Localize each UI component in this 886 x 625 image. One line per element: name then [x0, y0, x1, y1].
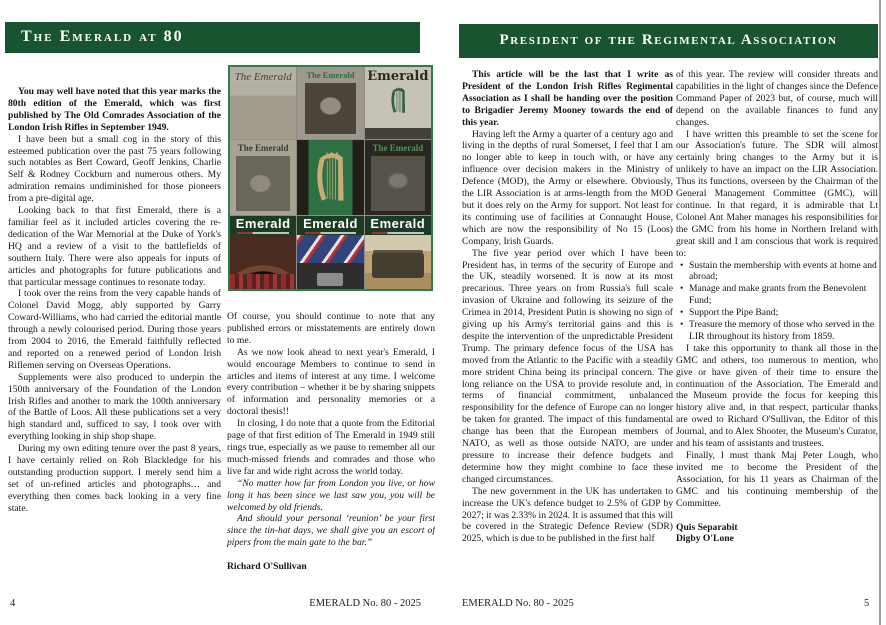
paragraph: In closing, I do note that a quote from the Editorial page of that first edition of The Emerald in 1949 still rings true, especially as we pause to remember all our much-missed friends and comrades and those who live far and wide right across the world today.	[227, 418, 435, 477]
paragraph: of this year. The review will consider threats and capabilities in the light of changes since the Defence Command Paper of 2023 but, of course, much will depend on the available finances to fund any changes.	[676, 69, 878, 128]
magazine-cover-v-harp	[297, 140, 363, 215]
magazine-cover-v-old3	[365, 67, 431, 139]
bullet-item: • Treasure the memory of those who served in the LIR throughout its history from 1859.	[676, 319, 878, 343]
paragraph: You may well have noted that this year marks the 80th edition of the Emerald, which was first published by The Old Comrades Association of the London Irish Rifles in September 1949.	[8, 86, 221, 133]
paragraph: I have written this preamble to set the scene for our Association's future. The SDR will almost certainly bring changes to the Army but it is unlikely to have an impact on the LIR Association. Thus its functions, overseen by the Chairman of the General Management Committee (GMC), will continue. In that regard, it is admirable that Lt Colonel Ant Maher manages his responsibilities for the GMC from his home in Northern Ireland with great skill and I am conscious that work is required to:	[676, 128, 878, 259]
paragraph: As we now look ahead to next year's Emerald, I would encourage Members to continue to send in articles and items of interest at any time. I welcome every contribution – whether it be by sharing snippets of information and personality memories or a doctoral thesis!!	[227, 346, 435, 418]
paragraph: The new government in the UK has undertaken to increase the UK's defence budget to 2.5% of GDP by 2027; it was 2.33% in 2024. It is assumed that this will be covered in the Strategic Defence Review (SDR) 2025, which is due to be published in the first half	[462, 485, 673, 545]
page-number-left: 4	[10, 598, 16, 609]
right-page-footer: EMERALD No. 80 - 2025	[462, 598, 574, 609]
paragraph: Finally, I must thank Maj Peter Lough, who invited me to become the President of the Association, for his 11 years as Chairman of the GMC and his continuing membership of the Committee.	[676, 450, 878, 509]
paragraph: Of course, you should continue to note that any published errors or misstatements are entirely down to me.	[227, 311, 435, 346]
right-column-1	[462, 69, 673, 600]
cover-title: Emerald	[297, 216, 363, 235]
cover-title: The Emerald	[234, 71, 292, 83]
cover-title: Emerald	[367, 69, 429, 84]
magazine-cover-v-old2	[297, 67, 363, 139]
cover-title: The Emerald	[237, 143, 289, 153]
magazine-cover-v-old4	[230, 140, 296, 215]
cover-photo	[297, 140, 363, 215]
cover-title: The Emerald	[306, 70, 355, 80]
signature: Richard O'Sullivan	[227, 561, 307, 573]
left-column-2	[227, 311, 435, 600]
page-edge-line	[879, 0, 881, 625]
bullet-item: • Manage and make grants from the Benevolent Fund;	[676, 283, 878, 307]
magazine-cover-v-old1	[230, 67, 296, 139]
right-page-header-bar	[459, 24, 878, 58]
paragraph: Looking back to that first Emerald, there is a familiar feel as it included articles covering the re-dedication of the War Memorial at the Duke of York's HQ and a review of a visit to the battlefields of southern Italy. There were also appeals for inputs of articles and photographs for future publications and that particular message continues to resonate today.	[8, 205, 221, 288]
emerald-covers-collage	[228, 65, 433, 291]
harp-crown-icon	[309, 149, 351, 207]
left-column-1	[8, 86, 221, 600]
paragraph: This article will be the last that I write as President of the London Irish Rifles Regimental Association as I shall be handing over the position to Brigadier Jeremy Mooney towards the end of this year.	[462, 69, 673, 128]
left-page-title: The Emerald at 80	[21, 28, 184, 45]
paragraph: The five year period over which I have been President has, in terms of the security of Europe and the UK, steadily worsened. It is now at its most precarious. Three years on from Russia's full scale invasion of Ukraine and following its seizure of the Crimea in 2014, President Putin is showing no sign of giving up his Army's territorial gains and this is despite the intervention of the unpredictable President Trump. The primary defence focus of the USA has moved from the Atlantic to the Pacific with a steadily more strident China being its principal concern. The long reliance on the USA to provide resolute and, in terms of financial commitment, unbalanced responsibility for the defence of Europe can no longer be taken for granted. The impact of this fundamental change has been that the European members of NATO, as well as those outside NATO, are under pressure to increase their defence budgets and determine how they might combine to face these changed circumstances.	[462, 247, 673, 485]
bullet-item: • Sustain the membership with events at home and abroad;	[676, 260, 878, 284]
signature: Quis Separabit	[676, 521, 738, 533]
cover-photo	[371, 156, 425, 211]
paragraph: Supplements were also produced to underpin the 150th anniversary of the Foundation of the London Irish Rifles and another to mark the 100th anniversary of the Battle of Loos. All these publications set a very high standard and, sufficed to say, I took over with everything looking in ship shop shape.	[8, 371, 221, 443]
right-page-title: President of the Regimental Association	[499, 32, 838, 48]
left-page-footer: EMERALD No. 80 - 2025	[309, 598, 421, 609]
magazine-cover-v-mod2	[297, 216, 363, 289]
cover-photo	[365, 84, 431, 139]
left-page-header-bar	[5, 22, 420, 53]
bullet-item: • Support the Pipe Band;	[676, 307, 878, 319]
cover-photo	[305, 83, 355, 134]
magazine-cover-v-old6	[365, 140, 431, 215]
right-column-2	[676, 69, 878, 600]
paragraph: I took over the reins from the very capable hands of Colonel David Mogg, ably supported by Garry Coward-Williams, who had carried the editorial mantle through a newly colourised period. During those years from 2004 to 2016, the Emerald faithfully reflected and reported on a renewed period of London Irish Riflemen serving on Overseas Operations.	[8, 288, 221, 371]
cover-title: Emerald	[365, 216, 431, 235]
cover-title: Emerald	[230, 216, 296, 235]
paragraph: Having left the Army a quarter of a century ago and living in the depths of rural Somerset, I feel that I am no longer able to keep in touch with, or have any influence over decision makers in the Ministry of Defence (MOD), the Army or elsewhere. Obviously, the LIR Association is at arms-length from the MOD but it does rely on the Army for support. Not least for its continuing use of facilities at Connaught House, which are now the responsibility of No 15 (Loos) Company, Irish Guards.	[462, 128, 673, 247]
cover-title: The Emerald	[372, 143, 424, 153]
cover-photo	[297, 235, 363, 289]
cover-photo	[230, 83, 296, 139]
paragraph: During my own editing tenure over the past 8 years, I have certainly relied on Rob Blackledge for his outstanding production support. I merely send him a set of un-refined articles and photographs… and everything then comes back looking in a very fine state.	[8, 443, 221, 514]
cover-photo	[230, 235, 296, 289]
cover-photo	[236, 156, 290, 211]
harp-emblem-icon	[387, 86, 409, 116]
paragraph: And should your personal ‘reunion’ be your first since the tin-hat days, we shall give you an escort of pipers from the main gate to the bar.”	[227, 513, 435, 549]
cover-photo	[365, 235, 431, 289]
paragraph: I have been but a small cog in the story of this esteemed publication over the past 75 years following such notables as Bert Coward, Geoff Jenkins, Charlie Self & Rodney Cockburn and numerous others. My admiration remains undiminished for those pioneers from a pre-digital age.	[8, 133, 221, 205]
page-number-right: 5	[864, 598, 870, 609]
paragraph: “No matter how far from London you live, or how long it has been since we last saw you, you will be welcomed by old friends.	[227, 477, 435, 513]
signature: Digby O'Lone	[676, 533, 734, 545]
paragraph: I take this opportunity to thank all those in the GMC and others, too numerous to mention, who give or have given of their time to ensure the continuation of the Association. The Emerald and the Museum provide the focus for keeping this history alive and, in that respect, particular thanks are owed to Richard O'Sullivan, the Editor of this Journal, and to Alex Shooter, the Museum's Curator, and his team of assistants and trustees.	[676, 342, 878, 450]
magazine-cover-v-mod1	[230, 216, 296, 289]
magazine-cover-v-mod3	[365, 216, 431, 289]
